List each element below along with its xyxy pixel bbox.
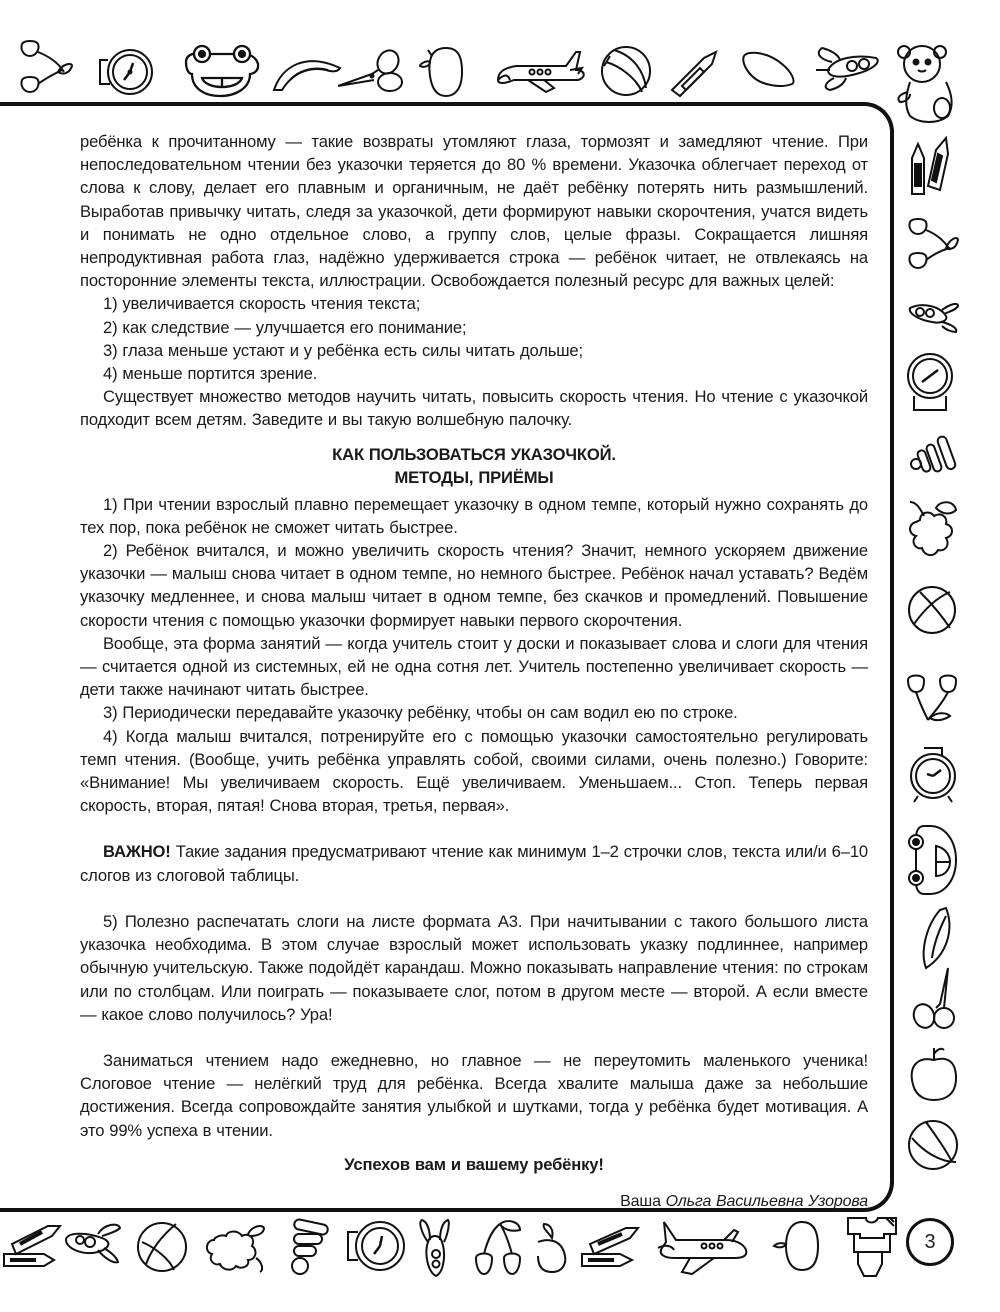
rocket-icon bbox=[906, 296, 962, 340]
ball-icon bbox=[600, 44, 652, 98]
ball-icon bbox=[136, 1220, 188, 1274]
airplane-icon bbox=[494, 48, 588, 94]
spacer bbox=[80, 817, 868, 840]
scissors-icon bbox=[912, 966, 958, 1030]
alarm-clock-icon bbox=[346, 1218, 406, 1274]
benefit-item: 2) как следствие — улучшается его понимание; bbox=[103, 317, 467, 337]
grapes-icon bbox=[202, 1218, 274, 1276]
intro-paragraph-1: ребёнка к прочитанному — такие возвраты утомляют глаза, тормозят и замедляют чтение. При непоследовательном чтении без указочки теряется до 80 % времени. Указочка облегчает переход от слова к слову, делает его плавным и органичным, не даёт ребёнку потерять нить размышлений. Выработав привычку читать, следя за указочкой, дети формируют навыки скорочтения, учатся видеть и понимать не одно отдельное слово, а группу слов, целые фразы. Сокращается лишняя непродуктивная работа глаз, надёжно удерживается строка — ребёнок читает, не отвлекаясь на посторонние элементы текста, иллюстрации. Освобождается полезный ресурс для важных целей: bbox=[80, 132, 868, 291]
rocket-icon bbox=[64, 1220, 126, 1272]
signature bbox=[80, 1190, 868, 1213]
ball-icon bbox=[906, 1118, 960, 1172]
important-note bbox=[80, 840, 868, 886]
spacer bbox=[80, 887, 868, 910]
cherry-icon bbox=[906, 216, 960, 276]
crayon-icon bbox=[668, 46, 724, 98]
banana-icon bbox=[916, 906, 956, 970]
section-heading bbox=[80, 443, 868, 489]
airplane-icon bbox=[654, 1218, 754, 1274]
benefits-list bbox=[80, 292, 868, 385]
robot-icon bbox=[846, 1216, 898, 1278]
benefit-item: 4) меньше портится зрение. bbox=[103, 364, 318, 384]
important-text: Такие задания предусматривают чтение как минимум 1–2 строчки слов, текста или/и 6–10 слогов из слоговой таблицы. bbox=[80, 842, 868, 885]
section-heading-line-1: КАК ПОЛЬЗОВАТЬСЯ УКАЗОЧКОЙ. bbox=[332, 444, 616, 464]
alarm-clock-icon bbox=[906, 742, 960, 804]
lemon-icon bbox=[772, 1218, 828, 1274]
frame-right-border bbox=[890, 130, 894, 1184]
apple-icon bbox=[542, 1222, 572, 1274]
frame-top-border bbox=[0, 102, 864, 106]
signature-prefix: Ваша bbox=[620, 1192, 666, 1210]
apple-icon bbox=[908, 1044, 960, 1104]
spacer bbox=[80, 1026, 868, 1049]
important-label: ВАЖНО! bbox=[103, 842, 171, 862]
rocket-icon bbox=[414, 1218, 458, 1278]
method-5: 5) Полезно распечатать слоги на листе формата А3. При начитывании с такого большого листа указочка необходима. В этом случае взрослый может использовать указку подлиннее, например обычную учительскую. Также подойдёт карандаш. Можно показывать направление чтения: по строкам или по столбцам. Или поиграть — показываете слог, потом в другом месте — второй. А если вместе — какое слово получилось? Ура! bbox=[80, 911, 868, 1024]
final-paragraph: Заниматься чтением надо ежедневно, но главное — не переутомить маленького ученика! Слоговое чтение — нелёгкий труд для ребёнка. Всегда хвалите малыша даже за небольшие достижения. Всегда сопровождайте занятия улыбкой и шутками, тогда у ребёнка будет мотивация. А это 99% успеха в чтении. bbox=[80, 1050, 868, 1140]
crayons-icon bbox=[2, 1222, 62, 1268]
benefit-item: 1) увеличивается скорость чтения текста; bbox=[103, 294, 421, 314]
rocket-icon bbox=[812, 44, 882, 94]
method-1: 1) При чтении взрослый плавно перемещает указочку в одном темпе, который нужно сохранять до тех пор, пока ребёнок не сможет читать быстрее. bbox=[80, 494, 868, 537]
pyramid-rings-icon bbox=[288, 1220, 334, 1276]
benefit-item: 3) глаза меньше устают и у ребёнка есть силы читать дольше; bbox=[103, 340, 583, 360]
lemon-icon bbox=[740, 50, 798, 92]
signature-name: Ольга Васильевна Узорова bbox=[665, 1192, 868, 1210]
main-content bbox=[80, 130, 868, 1213]
alarm-clock-icon bbox=[906, 352, 960, 414]
apple-icon bbox=[418, 44, 474, 98]
method-3: 3) Периодически передавайте указочку ребёнку, чтобы он сам водил ею по строке. bbox=[103, 703, 738, 723]
scissors-icon bbox=[336, 48, 404, 96]
section-heading-line-2: МЕТОДЫ, ПРИЁМЫ bbox=[394, 467, 554, 487]
alarm-clock-icon bbox=[94, 42, 156, 100]
cherry-icon bbox=[18, 38, 74, 100]
banana-icon bbox=[272, 52, 344, 94]
crayons-icon bbox=[578, 1222, 642, 1272]
crayons-icon bbox=[906, 136, 956, 196]
method-2: 2) Ребёнок вчитался, и можно увеличить скорость чтения? Значит, немного ускоряем движение указочки — малыш снова читает в одном темпе, но немного быстрее. Ребёнок начал уставать? Ведём указочку медленнее, и снова малыш читает в одном темпе, без скачков и промедлений. Повышение скорости чтения с помощью указочки формирует навыки первого скорочтения. bbox=[80, 541, 868, 630]
ball-icon bbox=[906, 584, 958, 636]
intro-paragraph-2: Существует множество методов научить читать, повысить скорость чтения. Но чтение с указочкой подходит всем детям. Заведите и вы такую волшебную палочку. bbox=[80, 387, 868, 430]
car-icon bbox=[906, 822, 960, 898]
grapes-icon bbox=[906, 496, 960, 566]
cherry-icon bbox=[906, 672, 962, 728]
page-number: 3 bbox=[906, 1218, 954, 1266]
frog-icon bbox=[180, 44, 264, 100]
method-4: 4) Когда малыш вчитался, потренируйте его с помощью указочки самостоятельно регулировать темп чтения. (Вообще, учить ребёнка управлять собой, своими силами, очень полезно.) Говорите: «Внимание! Мы увеличиваем скорость. Ещё увеличиваем. Уменьшаем... Стоп. Теперь первая скорость, вторая, пятая! Снова вторая, третья, первая». bbox=[80, 726, 868, 816]
cherry-icon bbox=[472, 1218, 538, 1276]
teddy-bear-icon bbox=[894, 42, 958, 126]
pyramid-rings-icon bbox=[910, 434, 960, 474]
note-paragraph: Вообще, эта форма занятий — когда учитель стоит у доски и показывает слова и слоги для чтения — считается одной из системных, ей не одна сотня лет. Учитель постепенно увеличивает скорость — дети также начинают читать быстрее. bbox=[80, 633, 868, 700]
closing-wish: Успехов вам и вашему ребёнку! bbox=[344, 1154, 604, 1174]
